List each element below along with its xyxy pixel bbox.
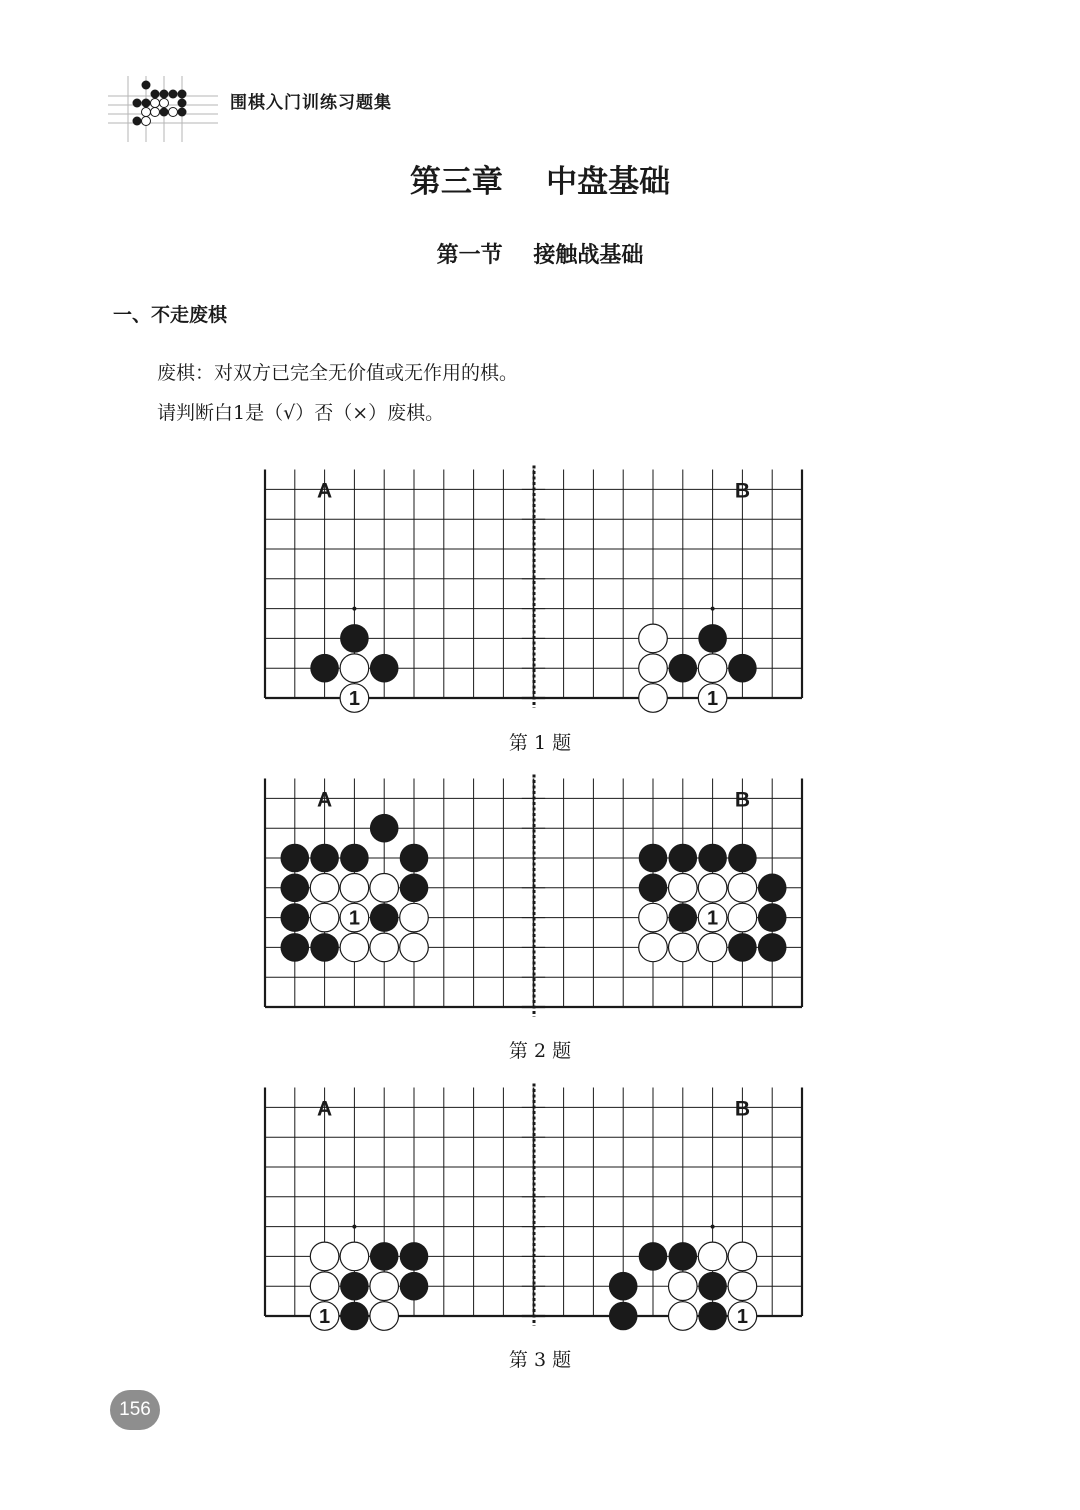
star-point [352, 607, 356, 611]
numbered-stone [698, 903, 727, 932]
white-stone [370, 874, 399, 903]
move-number: 1 [736, 1306, 748, 1328]
black-stone [400, 1272, 429, 1301]
white-stone [728, 903, 757, 932]
white-stone [370, 1302, 399, 1331]
board-label: A [317, 1097, 333, 1121]
black-stone [698, 1272, 727, 1301]
black-stone [728, 654, 757, 683]
black-stone [340, 624, 369, 653]
white-stone [310, 1242, 339, 1271]
white-stone [698, 933, 727, 962]
chapter-name: 中盘基础 [546, 164, 671, 200]
white-stone [639, 624, 668, 653]
move-number: 1 [348, 688, 360, 710]
numbered-stone [310, 1302, 339, 1331]
black-stone [698, 1302, 727, 1331]
numbered-stone [340, 903, 369, 932]
white-stone [698, 874, 727, 903]
section-name: 接触战基础 [533, 242, 644, 268]
black-stone [669, 903, 698, 932]
problem-caption: 第 3 题 [508, 1349, 572, 1371]
black-stone [281, 933, 310, 962]
go-board-a [265, 1088, 545, 1331]
white-stone [669, 1302, 698, 1331]
black-stone [698, 624, 727, 653]
star-point [352, 1225, 356, 1229]
black-stone [639, 1242, 668, 1271]
star-point [711, 1225, 715, 1229]
chapter-number: 第三章 [409, 164, 503, 200]
white-stone [728, 874, 757, 903]
move-number: 1 [319, 1306, 331, 1328]
white-stone [340, 874, 369, 903]
white-stone [728, 1242, 757, 1271]
board-label: B [734, 479, 750, 503]
white-stone [639, 903, 668, 932]
problem-diagram [265, 1084, 802, 1331]
white-stone [669, 874, 698, 903]
white-stone [669, 1272, 698, 1301]
black-stone [400, 844, 429, 873]
black-stone [340, 1302, 369, 1331]
black-stone [698, 844, 727, 873]
board-label: B [734, 1097, 750, 1121]
black-stone [370, 654, 399, 683]
page-number-badge: 156 [110, 1390, 160, 1430]
white-stone [728, 1272, 757, 1301]
black-stone [340, 1272, 369, 1301]
problem-caption: 第 1 题 [508, 732, 572, 754]
white-stone [310, 874, 339, 903]
white-stone [639, 654, 668, 683]
white-stone [340, 933, 369, 962]
numbered-stone [698, 684, 727, 713]
star-point [711, 607, 715, 611]
subsection-heading: 一、不走废棋 [113, 304, 228, 326]
white-stone [639, 933, 668, 962]
black-stone [310, 933, 339, 962]
black-stone [400, 1242, 429, 1271]
black-stone [370, 814, 399, 843]
white-stone [310, 903, 339, 932]
white-stone [340, 654, 369, 683]
black-stone [370, 1242, 399, 1271]
black-stone [669, 1242, 698, 1271]
black-stone [310, 844, 339, 873]
black-stone [728, 933, 757, 962]
board-label: A [317, 479, 333, 503]
go-board-a [265, 470, 545, 713]
board-label: B [734, 788, 750, 812]
board-label: A [317, 788, 333, 812]
black-stone [609, 1302, 638, 1331]
white-stone [400, 933, 429, 962]
white-stone [370, 1272, 399, 1301]
white-stone [698, 654, 727, 683]
black-stone [669, 844, 698, 873]
black-stone [310, 654, 339, 683]
white-stone [639, 684, 668, 713]
black-stone [758, 874, 787, 903]
black-stone [281, 844, 310, 873]
problem-diagram [265, 775, 802, 1018]
go-board-b [522, 470, 802, 713]
problem-caption: 第 2 题 [508, 1040, 572, 1062]
white-stone [370, 933, 399, 962]
black-stone [370, 903, 399, 932]
move-number: 1 [707, 907, 719, 930]
problem-diagram [265, 466, 802, 713]
numbered-stone [340, 684, 369, 713]
black-stone [400, 874, 429, 903]
black-stone [281, 874, 310, 903]
black-stone [340, 844, 369, 873]
black-stone [758, 933, 787, 962]
go-board-b [522, 779, 802, 1008]
question-paragraph: 请判断白1是（√）否（×）废棋。 [157, 402, 445, 424]
black-stone [281, 903, 310, 932]
section-number: 第一节 [436, 242, 503, 268]
white-stone [400, 903, 429, 932]
black-stone [639, 844, 668, 873]
white-stone [669, 933, 698, 962]
black-stone [758, 903, 787, 932]
go-board-a [265, 779, 545, 1008]
go-board-b [522, 1088, 802, 1331]
black-stone [669, 654, 698, 683]
black-stone [609, 1272, 638, 1301]
move-number: 1 [348, 907, 360, 930]
move-number: 1 [707, 688, 719, 710]
numbered-stone [728, 1302, 757, 1331]
black-stone [639, 874, 668, 903]
book-title: 围棋入门训练习题集 [230, 93, 392, 113]
white-stone [340, 1242, 369, 1271]
definition-paragraph: 废棋：对双方已完全无价值或无作用的棋。 [157, 362, 519, 384]
black-stone [728, 844, 757, 873]
white-stone [310, 1272, 339, 1301]
white-stone [698, 1242, 727, 1271]
